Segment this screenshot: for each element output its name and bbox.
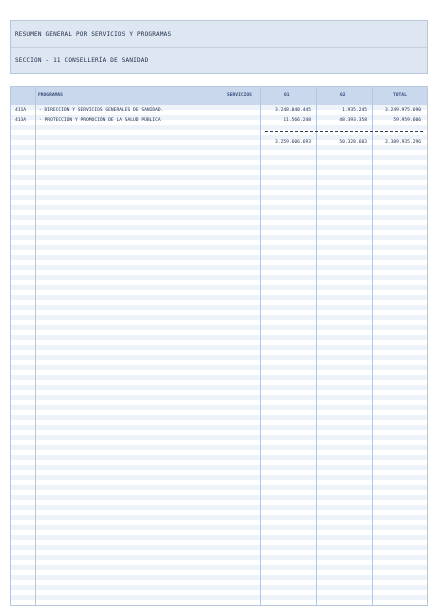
total-02: 50.328.603 (339, 140, 367, 145)
row-stripe (11, 525, 427, 530)
row-stripe (11, 185, 427, 190)
program-description: - DIRECCIÓN Y SERVICIOS GENERALES DE SANIDAD. (39, 108, 164, 113)
row-stripe (11, 365, 427, 370)
value-02: 1.935.245 (342, 108, 367, 113)
total-total: 3.309.935.296 (385, 140, 421, 145)
table-header (11, 87, 427, 105)
row-stripe (11, 535, 427, 540)
row-stripe (11, 245, 427, 250)
row-stripe (11, 485, 427, 490)
row-stripe (11, 255, 427, 260)
totals-row (11, 139, 427, 147)
row-stripe (11, 555, 427, 560)
row-stripe (11, 565, 427, 570)
row-stripe (11, 295, 427, 300)
row-stripe (11, 575, 427, 580)
table-row (11, 107, 427, 115)
row-stripes (11, 105, 427, 605)
budget-table (10, 86, 428, 606)
row-stripe (11, 265, 427, 270)
col-header-servicios: SERVICIOS (227, 93, 252, 98)
row-stripe (11, 455, 427, 460)
value-01: 11.566.248 (283, 118, 311, 123)
row-stripe (11, 325, 427, 330)
row-stripe (11, 355, 427, 360)
row-stripe (11, 235, 427, 240)
value-02: 48.393.358 (339, 118, 367, 123)
row-stripe (11, 275, 427, 280)
row-stripe (11, 125, 427, 130)
report-header (10, 20, 428, 74)
row-stripe (11, 425, 427, 430)
row-stripe (11, 335, 427, 340)
row-stripe (11, 395, 427, 400)
row-stripe (11, 505, 427, 510)
col-header-programas: PROGRAMAS (38, 93, 63, 98)
row-stripe (11, 215, 427, 220)
row-stripe (11, 445, 427, 450)
value-01: 3.248.040.445 (275, 108, 311, 113)
row-stripe (11, 305, 427, 310)
column-divider (372, 87, 373, 605)
row-stripe (11, 585, 427, 590)
totals-separator (265, 131, 423, 132)
row-stripe (11, 315, 427, 320)
column-divider (316, 87, 317, 605)
row-stripe (11, 595, 427, 600)
row-stripe (11, 385, 427, 390)
row-stripe (11, 475, 427, 480)
row-stripe (11, 405, 427, 410)
row-stripe (11, 515, 427, 520)
row-stripe (11, 345, 427, 350)
total-01: 3.259.606.693 (275, 140, 311, 145)
program-code: 411A (15, 108, 27, 113)
row-stripe (11, 165, 427, 170)
header-divider (11, 47, 427, 48)
report-title: RESUMEN GENERAL POR SERVICIOS Y PROGRAMAS (15, 31, 172, 38)
row-stripe (11, 435, 427, 440)
row-stripe (11, 155, 427, 160)
value-total: 3.249.975.690 (385, 108, 421, 113)
col-header-total: TOTAL (393, 93, 407, 98)
row-stripe (11, 225, 427, 230)
row-stripe (11, 545, 427, 550)
program-code: 413A (15, 118, 27, 123)
col-header-01: 01 (284, 93, 290, 98)
row-stripe (11, 285, 427, 290)
row-stripe (11, 195, 427, 200)
col-header-02: 02 (340, 93, 346, 98)
value-total: 59.959.606 (393, 118, 421, 123)
column-divider (260, 87, 261, 605)
section-title: SECCION - 11 CONSELLERÍA DE SANIDAD (15, 57, 149, 64)
row-stripe (11, 205, 427, 210)
row-stripe (11, 175, 427, 180)
row-stripe (11, 375, 427, 380)
row-stripe (11, 495, 427, 500)
row-stripe (11, 465, 427, 470)
program-description: - PROTECCIÓN Y PROMOCIÓN DE LA SALUD PÚBLICA (39, 118, 161, 123)
row-stripe (11, 415, 427, 420)
column-divider (35, 87, 36, 605)
table-row (11, 117, 427, 125)
